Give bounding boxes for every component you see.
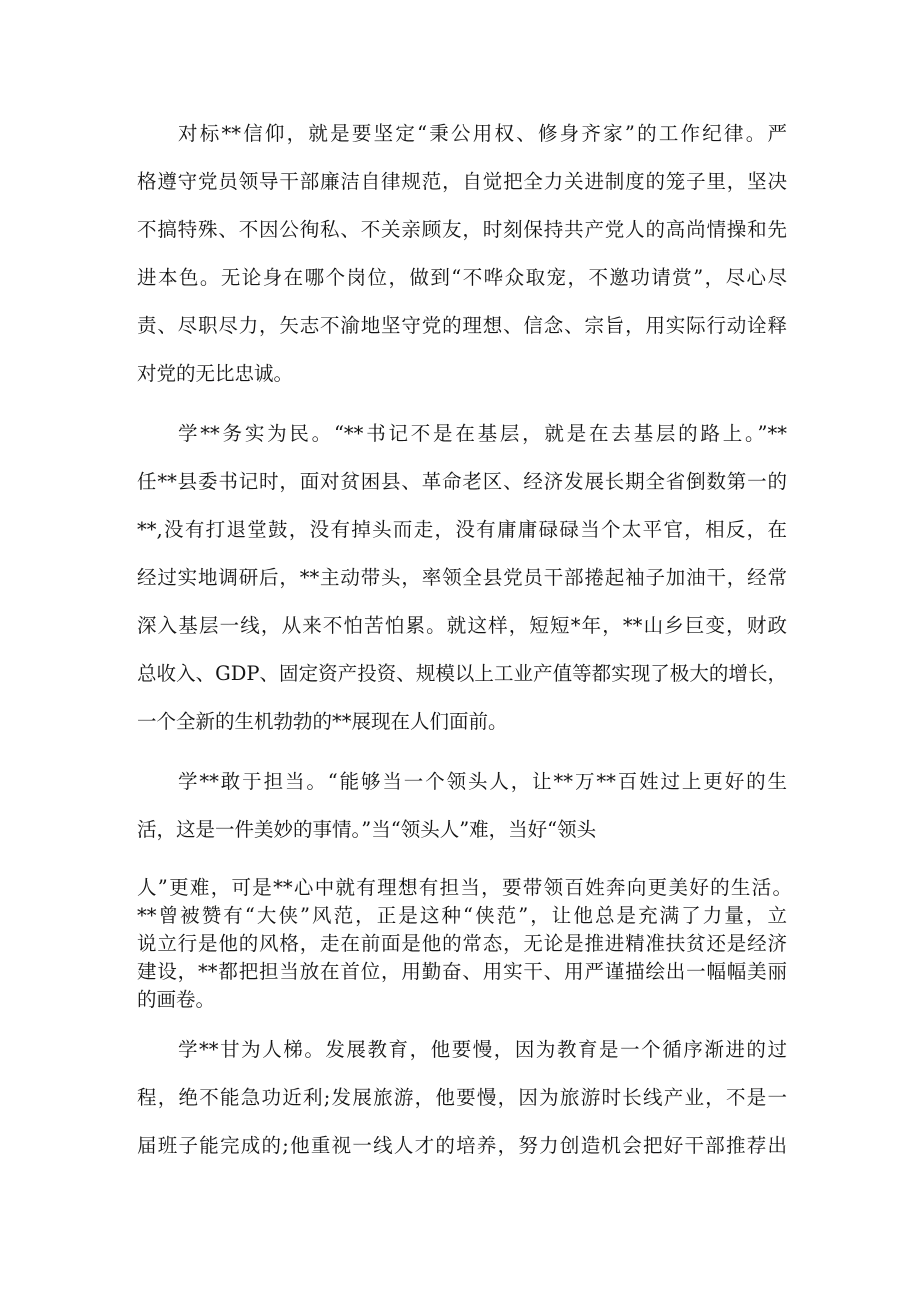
text-line: 学**务实为民。“**书记不是在基层，就是在去基层的路上。”** bbox=[178, 422, 787, 445]
text-line: 进本色。无论身在哪个岗位，做到“不哗众取宠，不邀功请赏”，尽心尽 bbox=[137, 266, 787, 289]
text-line: 说立行是他的风格，走在前面是他的常态，无论是推进精准扶贫还是经济 bbox=[137, 932, 787, 955]
text-line: 经过实地调研后，**主动带头，率领全县党员干部捲起袖子加油干，经常 bbox=[137, 566, 787, 589]
text-line: 学**甘为人梯。发展教育，他要慢，因为教育是一个循序渐进的过 bbox=[178, 1038, 787, 1061]
text-line: 深入基层一线，从来不怕苦怕累。就这样，短短*年，**山乡巨变，财政 bbox=[137, 614, 787, 637]
text-line: 的画卷。 bbox=[137, 988, 216, 1011]
text-line: **,没有打退堂鼓，没有掉头而走，没有庸庸碌碌当个太平官，相反，在 bbox=[137, 518, 787, 541]
text-line: 活，这是一件美妙的事情。”当“领头人”难，当好“领头 bbox=[137, 818, 597, 841]
text-line: 人”更难，可是**心中就有理想有担当，要带领百姓奔向更美好的生活。 bbox=[137, 876, 792, 899]
text-line: 总收入、GDP、固定资产投资、规模以上工业产值等都实现了极大的增长， bbox=[137, 662, 787, 685]
text-line: 程，绝不能急功近利;发展旅游，他要慢，因为旅游时长线产业，不是一 bbox=[137, 1086, 787, 1109]
text-line: 届班子能完成的;他重视一线人才的培养，努力创造机会把好干部推荐出 bbox=[137, 1134, 787, 1157]
text-line: 一个全新的生机勃勃的**展现在人们面前。 bbox=[137, 710, 508, 733]
text-line: 对党的无比忠诚。 bbox=[137, 362, 294, 385]
text-line: 格遵守党员领导干部廉洁自律规范，自觉把全力关进制度的笼子里，坚决 bbox=[137, 170, 787, 193]
text-line: 学**敢于担当。“能够当一个领头人，让**万**百姓过上更好的生 bbox=[178, 770, 787, 793]
text-line: 责、尽职尽力，矢志不渝地坚守党的理想、信念、宗旨，用实际行动诠释 bbox=[137, 314, 787, 337]
text-line: **曾被赞有“大侠”风范，正是这种“侠范”，让他总是充满了力量，立 bbox=[137, 904, 787, 927]
text-line: 对标**信仰，就是要坚定“秉公用权、修身齐家”的工作纪律。严 bbox=[178, 122, 787, 145]
text-line: 不搞特殊、不因公徇私、不关亲顾友，时刻保持共产党人的高尚情操和先 bbox=[137, 218, 787, 241]
text-line: 建设，**都把担当放在首位，用勤奋、用实干、用严谨描绘出一幅幅美丽 bbox=[137, 960, 787, 983]
text-line: 任**县委书记时，面对贫困县、革命老区、经济发展长期全省倒数第一的 bbox=[137, 470, 787, 493]
